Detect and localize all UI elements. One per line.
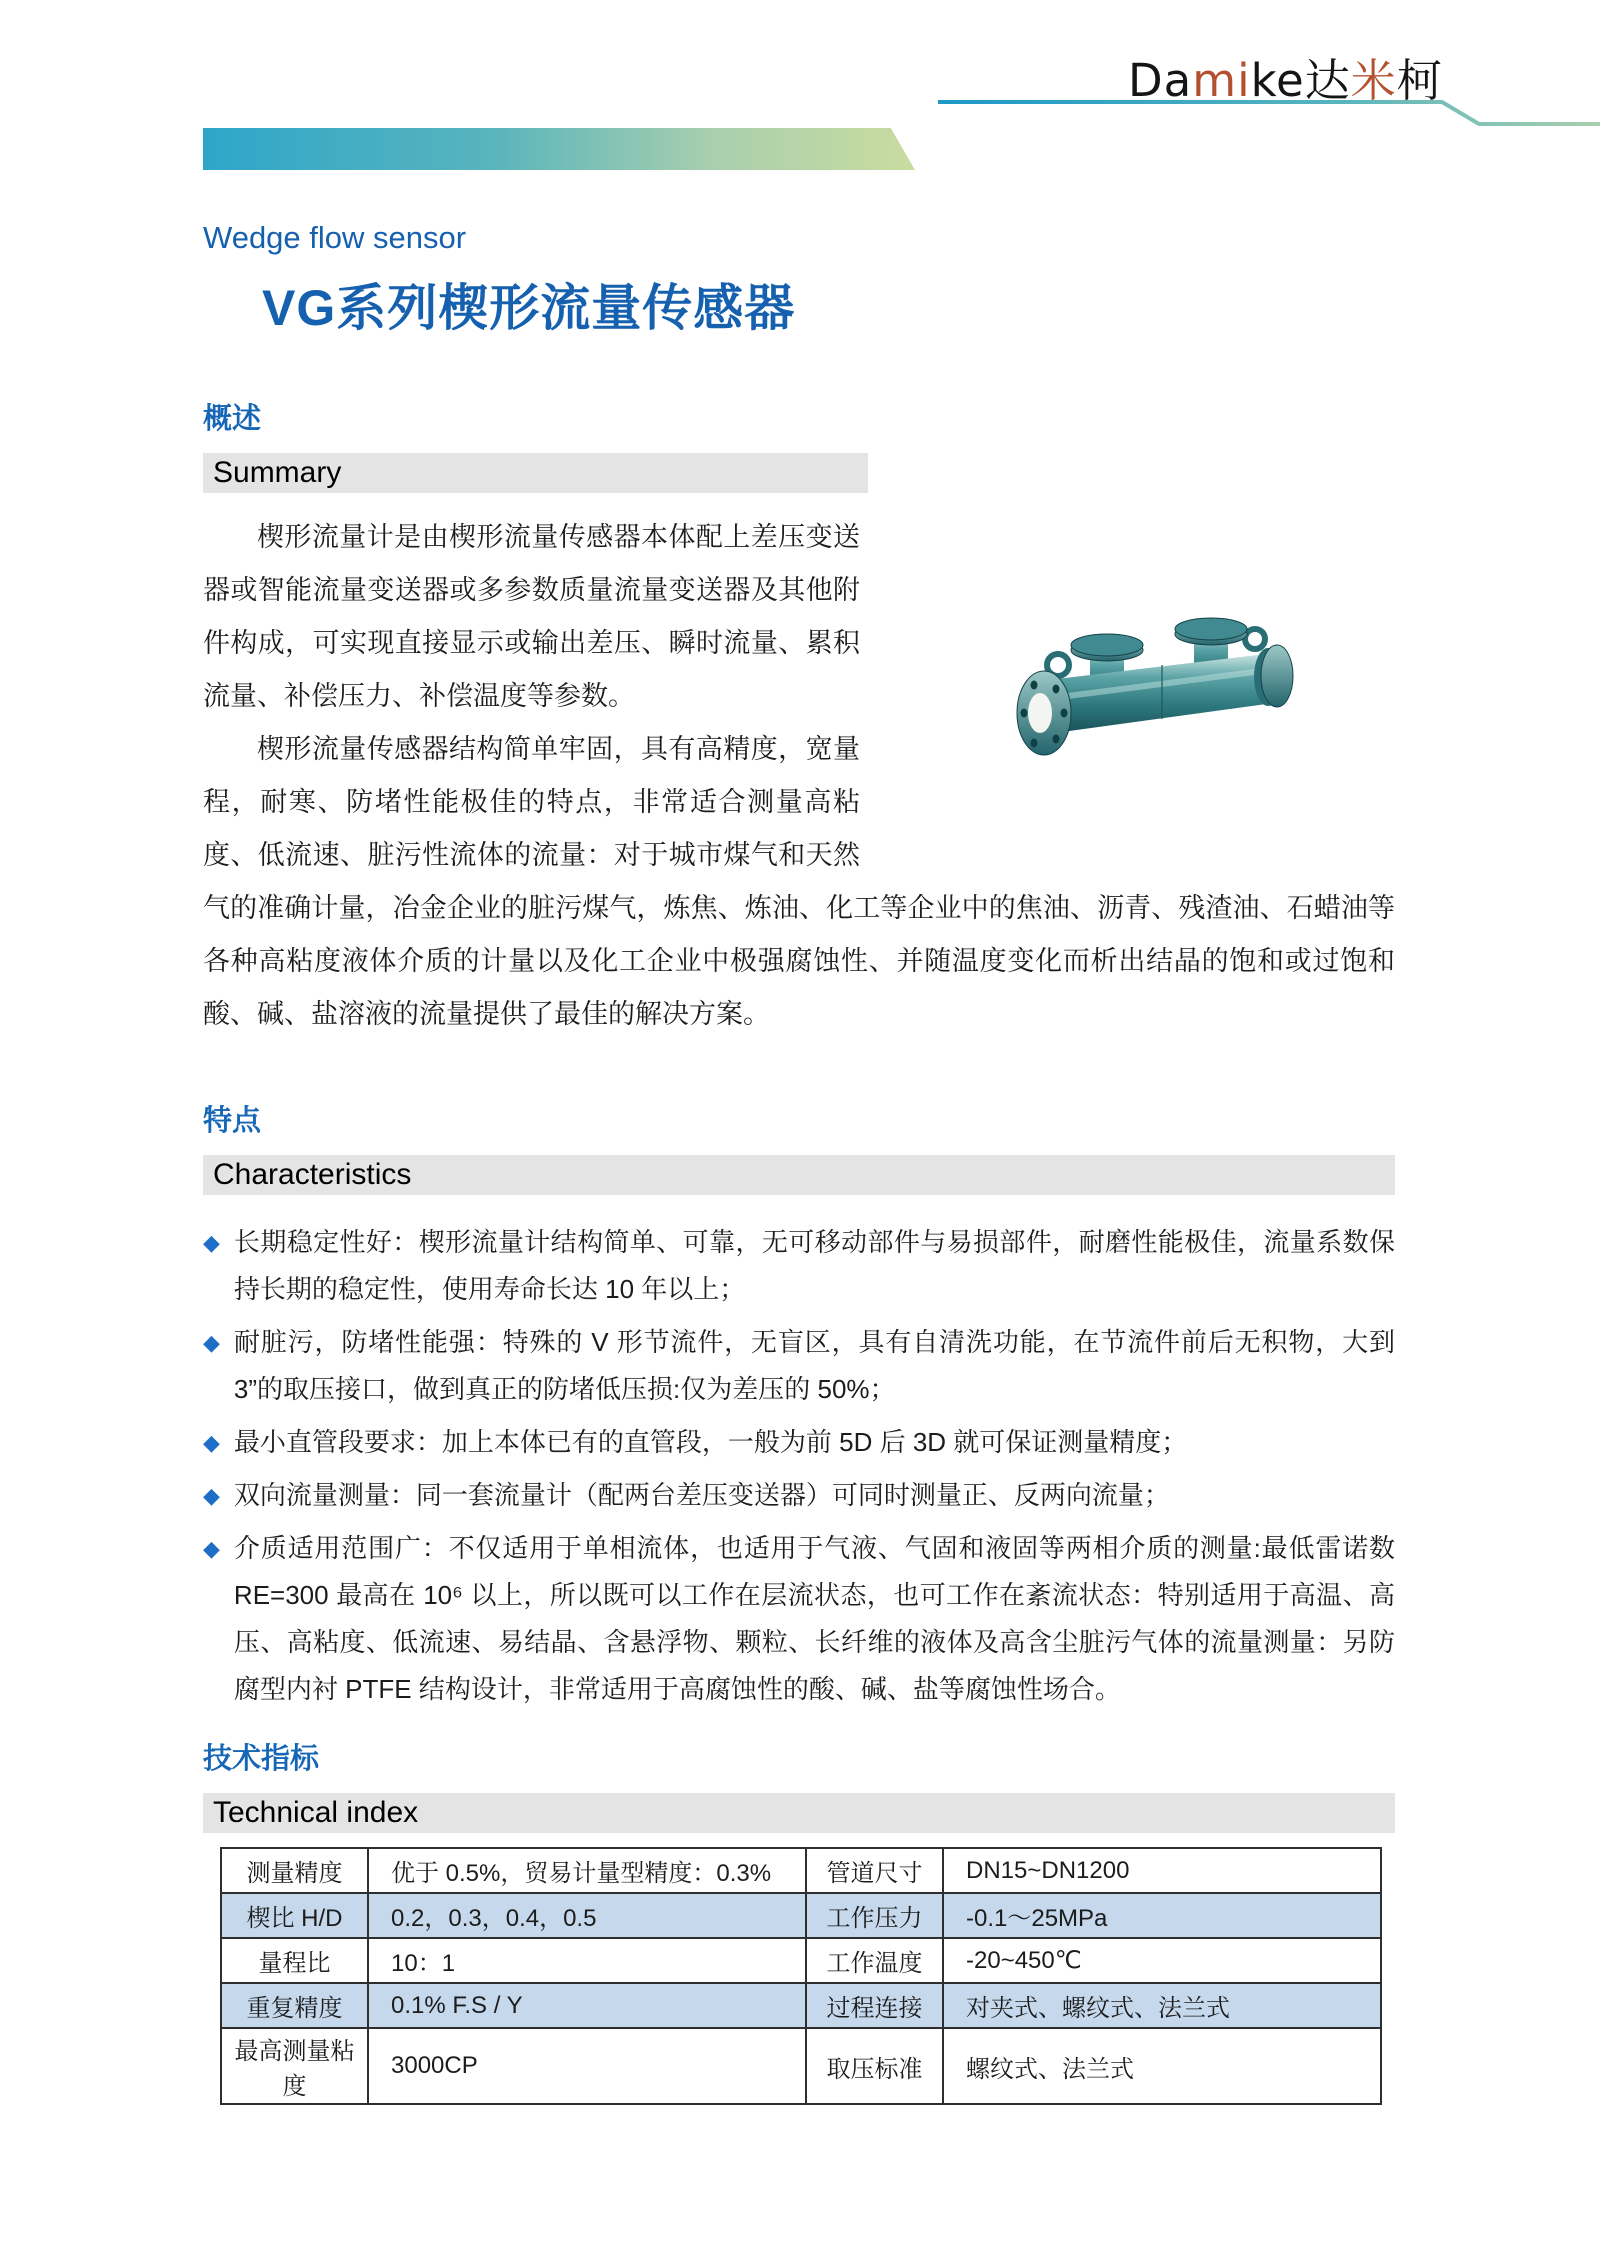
table-cell-value: DN15~DN1200 bbox=[943, 1848, 1381, 1893]
list-item bbox=[203, 1525, 1395, 1713]
table-cell-value: 10：1 bbox=[368, 1938, 806, 1983]
technical-index-section bbox=[203, 1736, 1395, 2105]
table-cell-label: 量程比 bbox=[221, 1938, 368, 1983]
logo-part: 柯 bbox=[1396, 54, 1443, 107]
feature-text: 双向流量测量：同一套流量计（配两台差压变送器）可同时测量正、反两向流量； bbox=[233, 1480, 1170, 1510]
diamond-bullet-icon: ◆ bbox=[203, 1536, 220, 1561]
list-item bbox=[203, 1219, 1395, 1313]
table-cell-label: 工作压力 bbox=[806, 1893, 943, 1938]
table-cell-label: 过程连接 bbox=[806, 1983, 943, 2028]
table-row bbox=[221, 2028, 1381, 2104]
logo-part: ke bbox=[1250, 54, 1305, 107]
technical-index-table bbox=[220, 1847, 1382, 2105]
summary-paragraph-2: 楔形流量传感器结构简单牢固，具有高精度，宽量程，耐寒、防堵性能极佳的特点，非常适合测量高粘度、低流速、脏污性流体的流量：对于城市煤气和天然气的准确计量，冶金企业的脏污煤气，炼焦、炼油、化工等企业中的焦油、沥青、残渣油、石蜡油等各种高粘度液体介质的计量以及化工企业中极强腐蚀性、并随温度变化而析出结晶的饱和或过饱和酸、碱、盐溶液的流量提供了最佳的解决方案。 bbox=[203, 734, 1395, 1030]
product-photo bbox=[860, 511, 1395, 879]
feature-text: 长期稳定性好：楔形流量计结构简单、可靠，无可移动部件与易损部件，耐磨性能极佳，流量系数保持长期的稳定性，使用寿命长达 10 年以上； bbox=[233, 1227, 1395, 1304]
list-item bbox=[203, 1319, 1395, 1413]
diamond-bullet-icon: ◆ bbox=[203, 1230, 220, 1255]
table-cell-value: 0.1% F.S / Y bbox=[368, 1983, 806, 2028]
table-cell-label: 管道尺寸 bbox=[806, 1848, 943, 1893]
features-section bbox=[203, 1098, 1395, 1719]
table-cell-label: 工作温度 bbox=[806, 1938, 943, 1983]
table-cell-value: 优于 0.5%，贸易计量型精度：0.3% bbox=[368, 1848, 806, 1893]
diamond-bullet-icon: ◆ bbox=[203, 1430, 220, 1455]
table-cell-label: 重复精度 bbox=[221, 1983, 368, 2028]
feature-text: 耐脏污，防堵性能强：特殊的 V 形节流件，无盲区，具有自清洗功能，在节流件前后无积物，大到 3”的取压接口，做到真正的防堵低压损:仅为差压的 50%； bbox=[233, 1327, 1395, 1404]
summary-section bbox=[203, 396, 1395, 1041]
feature-list bbox=[203, 1219, 1395, 1713]
logo-part: 达 bbox=[1304, 54, 1351, 107]
table-cell-value: -20~450℃ bbox=[943, 1938, 1381, 1983]
wedge-flow-sensor-illustration bbox=[1012, 603, 1302, 818]
product-subtitle-en: Wedge flow sensor bbox=[203, 220, 467, 255]
tech-heading-en: Technical index bbox=[203, 1793, 1395, 1833]
table-row bbox=[221, 1938, 1381, 1983]
features-heading-en: Characteristics bbox=[203, 1155, 1395, 1195]
list-item bbox=[203, 1472, 1395, 1519]
table-cell-value: 螺纹式、法兰式 bbox=[943, 2028, 1381, 2104]
diamond-bullet-icon: ◆ bbox=[203, 1483, 220, 1508]
summary-paragraph-1: 楔形流量计是由楔形流量传感器本体配上差压变送器或智能流量变送器或多参数质量流量变送器及其他附件构成，可实现直接显示或输出差压、瞬时流量、累积流量、补偿压力、补偿温度等参数。 bbox=[203, 522, 860, 712]
summary-heading-zh: 概述 bbox=[203, 403, 262, 435]
diamond-bullet-icon: ◆ bbox=[203, 1330, 220, 1355]
summary-body bbox=[203, 511, 1395, 1041]
table-cell-label: 测量精度 bbox=[221, 1848, 368, 1893]
logo-part: Da bbox=[1128, 54, 1193, 107]
logo-part-accent: 米 bbox=[1350, 54, 1397, 107]
table-row bbox=[221, 1983, 1381, 2028]
table-cell-label: 取压标准 bbox=[806, 2028, 943, 2104]
header-accent-band bbox=[203, 128, 915, 170]
tech-heading-zh: 技术指标 bbox=[203, 1743, 320, 1775]
table-cell-value: -0.1～25MPa bbox=[943, 1893, 1381, 1938]
table-cell-label: 最高测量粘度 bbox=[221, 2028, 368, 2104]
features-heading-zh: 特点 bbox=[203, 1105, 262, 1137]
page-title: VG系列楔形流量传感器 bbox=[262, 280, 796, 336]
table-row bbox=[221, 1893, 1381, 1938]
logo-part-accent: mi bbox=[1192, 54, 1251, 107]
table-cell-value: 3000CP bbox=[368, 2028, 806, 2104]
table-row bbox=[221, 1848, 1381, 1893]
list-item bbox=[203, 1419, 1395, 1466]
feature-text: 介质适用范围广：不仅适用于单相流体，也适用于气液、气固和液固等两相介质的测量:最低雷诺数 RE=300 最高在 10⁶ 以上，所以既可以工作在层流状态，也可工作在紊流状态：特别适用于高温、高压、高粘度、低流速、易结晶、含悬浮物、颗粒、长纤维的液体及高含尘脏污气体的流量测量：另防腐型内衬 PTFE 结构设计，非常适用于高腐蚀性的酸、碱、盐等腐蚀性场合。 bbox=[233, 1533, 1395, 1704]
summary-heading-en: Summary bbox=[203, 453, 868, 493]
table-cell-label: 楔比 H/D bbox=[221, 1893, 368, 1938]
lifting-ring-right bbox=[1245, 629, 1265, 649]
feature-text: 最小直管段要求：加上本体已有的直管段，一般为前 5D 后 3D 就可保证测量精度； bbox=[233, 1427, 1188, 1457]
table-cell-value: 0.2，0.3，0.4，0.5 bbox=[368, 1893, 806, 1938]
table-cell-value: 对夹式、螺纹式、法兰式 bbox=[943, 1983, 1381, 2028]
